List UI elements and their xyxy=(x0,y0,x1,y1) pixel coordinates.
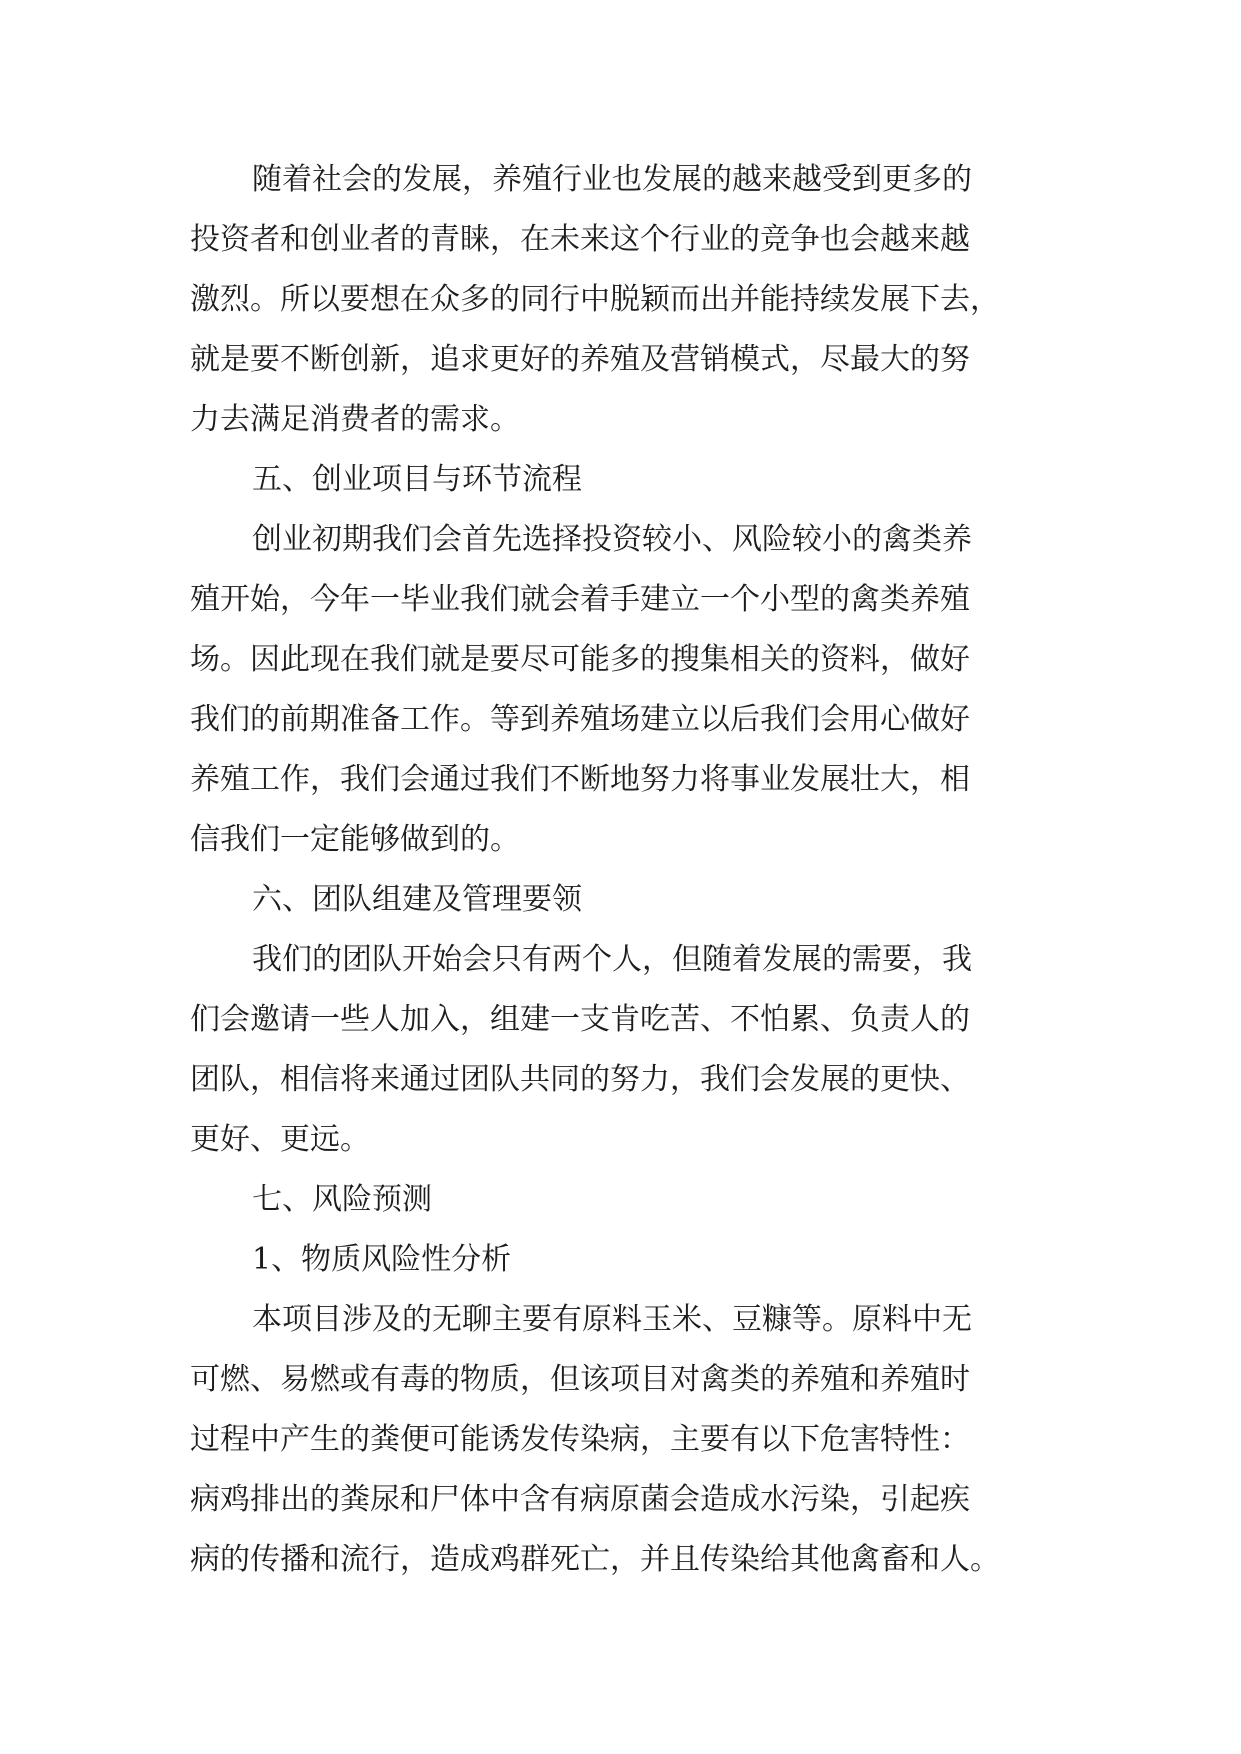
paragraph-line: 投资者和创业者的青睐，在未来这个行业的竞争也会越来越 xyxy=(190,222,970,257)
paragraph-line: 激烈。所以要想在众多的同行中脱颖而出并能持续发展下去， xyxy=(190,282,1000,317)
paragraph-line: 可燃、易燃或有毒的物质，但该项目对禽类的养殖和养殖时 xyxy=(190,1362,970,1397)
paragraph-line: 我们的团队开始会只有两个人，但随着发展的需要，我 xyxy=(252,942,972,977)
paragraph-line: 过程中产生的粪便可能诱发传染病，主要有以下危害特性： xyxy=(190,1422,970,1457)
paragraph-line: 我们的前期准备工作。等到养殖场建立以后我们会用心做好 xyxy=(190,702,970,737)
paragraph-line: 病的传播和流行，造成鸡群死亡，并且传染给其他禽畜和人。 xyxy=(190,1542,1000,1577)
section-heading: 六、团队组建及管理要领 xyxy=(252,882,582,917)
paragraph-line: 们会邀请一些人加入，组建一支肯吃苦、不怕累、负责人的 xyxy=(190,1002,970,1037)
paragraph-line: 病鸡排出的粪尿和尸体中含有病原菌会造成水污染，引起疾 xyxy=(190,1482,970,1517)
paragraph-line: 殖开始，今年一毕业我们就会着手建立一个小型的禽类养殖 xyxy=(190,582,970,617)
paragraph-line: 信我们一定能够做到的。 xyxy=(190,822,520,857)
paragraph-line: 随着社会的发展，养殖行业也发展的越来越受到更多的 xyxy=(252,162,972,197)
paragraph-line: 就是要不断创新，追求更好的养殖及营销模式，尽最大的努 xyxy=(190,342,970,377)
paragraph-line: 养殖工作，我们会通过我们不断地努力将事业发展壮大，相 xyxy=(190,762,970,797)
paragraph-line: 更好、更远。 xyxy=(190,1122,370,1157)
paragraph-line: 团队，相信将来通过团队共同的努力，我们会发展的更快、 xyxy=(190,1062,970,1097)
section-heading: 七、风险预测 xyxy=(252,1182,432,1217)
section-heading: 五、创业项目与环节流程 xyxy=(252,462,582,497)
paragraph-line: 创业初期我们会首先选择投资较小、风险较小的禽类养 xyxy=(252,522,972,557)
subsection-heading: 1、物质风险性分析 xyxy=(252,1242,512,1277)
paragraph-line: 场。因此现在我们就是要尽可能多的搜集相关的资料，做好 xyxy=(190,642,970,677)
paragraph-line: 本项目涉及的无聊主要有原料玉米、豆糠等。原料中无 xyxy=(252,1302,972,1337)
paragraph-line: 力去满足消费者的需求。 xyxy=(190,402,520,437)
